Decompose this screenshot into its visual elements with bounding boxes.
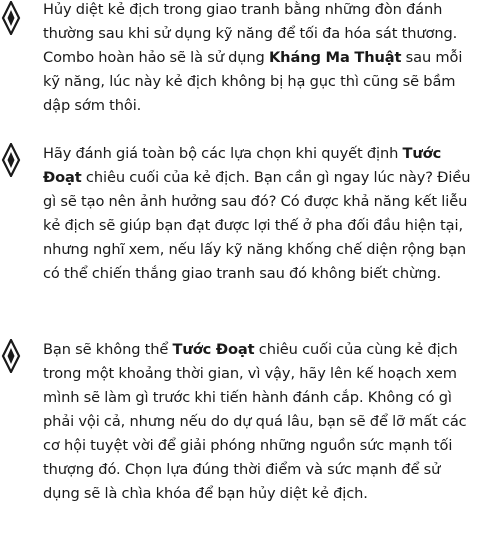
tip-text-segment: Hãy đánh giá toàn bộ các lựa chọn khi quyết định [43, 145, 403, 162]
diamond-sparkle-icon [0, 143, 22, 177]
skill-name-highlight: Tước Đoạt [43, 145, 442, 186]
tip-text [43, 0, 475, 118]
tip-text-segment: chiêu cuối của kẻ địch. Bạn cần gì ngay lúc này? Điều gì sẽ tạo nên ảnh hưởng sau đó? Có được khả năng kết liễu kẻ địch sẽ giúp bạn đạt được lợi thế ở pha đối đầu hiện tại, nhưng nghĩ xem, nếu lấy kỹ năng khống chế diện rộng bạn có thể chiến thắng giao tranh sau đó không biết chừng. [43, 169, 471, 282]
diamond-sparkle-icon [0, 1, 22, 35]
tip-text-segment: sau mỗi kỹ năng, lúc này kẻ địch không bị hạ gục thì cũng sẽ bầm dập sớm thôi. [43, 49, 463, 114]
skill-name-highlight: Tước Đoạt [172, 341, 255, 358]
tip-text-segment: Hủy diệt kẻ địch trong giao tranh bằng những đòn đánh thường sau khi sử dụng kỹ năng để tối đa hóa sát thương. Combo hoàn hảo sẽ là sử dụng [43, 1, 458, 66]
skill-name-highlight: Kháng Ma Thuật [268, 49, 402, 66]
tip-text [43, 142, 475, 286]
tip-text [43, 338, 475, 506]
diamond-sparkle-icon [0, 339, 22, 373]
tip-text-segment: chiêu cuối của cùng kẻ địch trong một khoảng thời gian, vì vậy, hãy lên kế hoạch xem mình sẽ làm gì trước khi tiến hành đánh cắp. Không có gì phải vội cả, nhưng nếu do dự quá lâu, bạn sẽ để lỡ mất các cơ hội tuyệt vời để giải phóng những nguồn sức mạnh tối thượng đó. Chọn lựa đúng thời điểm và sức mạnh để sử dụng sẽ là chìa khóa để bạn hủy diệt kẻ địch. [43, 341, 467, 502]
tip-text-segment: Bạn sẽ không thể [43, 341, 173, 358]
